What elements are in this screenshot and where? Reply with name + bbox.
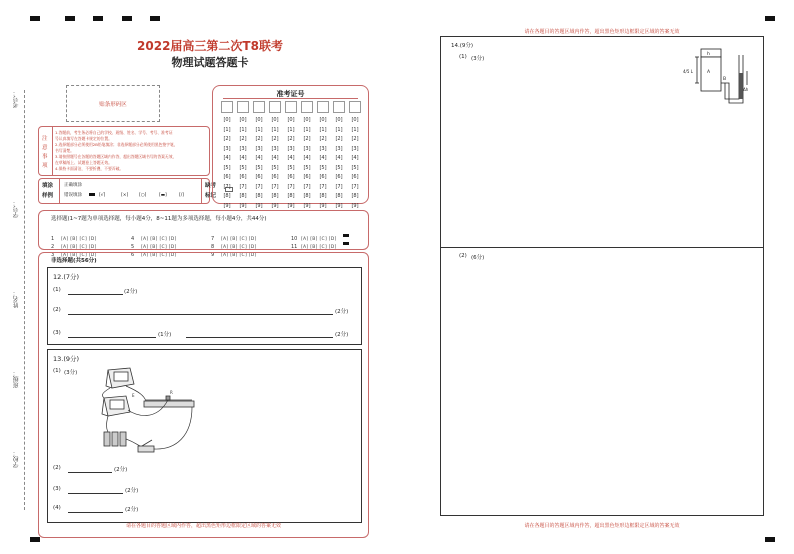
admission-digit-bubble[interactable]: [1] bbox=[351, 126, 359, 133]
admission-digit-bubble[interactable]: [9] bbox=[351, 202, 359, 209]
side-label-xuexiao: 学校： bbox=[13, 450, 20, 468]
notes-line: 4.保持卡面清洁，不要折叠，不要弄破。 bbox=[55, 166, 124, 171]
admission-title-underline bbox=[223, 98, 358, 99]
choice-question-number: 4 bbox=[131, 236, 135, 242]
admission-digit-bubble[interactable]: [0] bbox=[319, 117, 327, 123]
admission-digit-bubble[interactable]: [8] bbox=[239, 193, 247, 199]
q13-p3-line[interactable] bbox=[68, 493, 123, 494]
battery bbox=[104, 432, 126, 446]
binding-line bbox=[24, 90, 25, 510]
label-R: R bbox=[170, 390, 173, 395]
mercury-column bbox=[740, 73, 743, 99]
choice-options[interactable]: [A] [B] [C] [D] bbox=[61, 253, 97, 258]
admission-digit-bubble[interactable]: [9] bbox=[303, 202, 311, 209]
admission-digit-column bbox=[221, 116, 233, 211]
admission-digit-bubble[interactable]: [2] bbox=[271, 136, 279, 142]
fill-wrong-mark: [▬] bbox=[159, 193, 167, 198]
notes-line: 2.选择题部分必须使用2B铅笔填涂；非选择题部分必须使用黑色签字笔， bbox=[55, 142, 178, 147]
admission-digit-bubble[interactable]: [0] bbox=[335, 117, 343, 123]
nonchoice-section bbox=[38, 252, 369, 538]
q12-r3-num: (3) bbox=[53, 330, 61, 336]
registration-mark bbox=[150, 16, 160, 21]
meter-middle bbox=[102, 396, 130, 416]
choice-question-number: 8 bbox=[211, 244, 215, 250]
choice-options[interactable]: [A] [B] [C] [D] bbox=[61, 245, 97, 250]
q12-r2-score: (2分) bbox=[335, 309, 349, 315]
right-header: 请在各题目的答题区域内作答，超出黑色矩形边框限定区域的答案无效 bbox=[524, 29, 680, 35]
fill-wrong-mark: [○] bbox=[139, 193, 147, 198]
right-footer: 请在各题目的答题区域内作答，超出黑色矩形边框限定区域的答案无效 bbox=[524, 523, 680, 529]
choice-options[interactable]: [A] [B] [C] [D] bbox=[61, 237, 97, 242]
side-label-banji: 班级： bbox=[13, 370, 20, 388]
choice-options[interactable]: [A] [B] [C] [D] bbox=[221, 253, 257, 258]
admission-cell[interactable] bbox=[269, 101, 281, 113]
nonchoice-header: 非选择题(共56分) bbox=[51, 258, 97, 264]
admission-digit-bubble[interactable]: [2] bbox=[255, 136, 263, 142]
q12-r3-score-b: (2分) bbox=[335, 332, 349, 338]
fill-wrong-mark: [/] bbox=[179, 193, 185, 198]
admission-digit-bubble[interactable]: [1] bbox=[223, 126, 231, 133]
admission-digit-bubble[interactable]: [7] bbox=[303, 183, 311, 190]
admission-digit-bubble[interactable]: [2] bbox=[303, 136, 311, 142]
choice-question-number: 9 bbox=[211, 252, 215, 258]
admission-digit-column bbox=[333, 116, 345, 211]
admission-digit-bubble[interactable]: [0] bbox=[271, 117, 279, 123]
choice-options[interactable]: [A] [B] [C] [D] bbox=[301, 237, 337, 242]
q12-r3-score-a: (1分) bbox=[158, 332, 172, 338]
admission-digit-bubble[interactable]: [3] bbox=[271, 145, 279, 152]
admission-digit-bubble[interactable]: [0] bbox=[287, 117, 295, 123]
barcode-area bbox=[66, 85, 160, 122]
admission-digit-bubble[interactable]: [5] bbox=[303, 164, 311, 171]
admission-digit-bubble[interactable]: [8] bbox=[303, 193, 311, 199]
admission-digit-bubble[interactable]: [6] bbox=[335, 174, 343, 180]
admission-digit-bubble[interactable]: [1] bbox=[287, 126, 295, 133]
registration-mark bbox=[122, 16, 132, 21]
admission-digit-column bbox=[301, 116, 313, 211]
admission-cell[interactable] bbox=[237, 101, 249, 113]
label-A: A bbox=[707, 70, 711, 75]
admission-digit-column bbox=[349, 116, 361, 211]
admission-digit-bubble[interactable]: [9] bbox=[223, 202, 231, 209]
timing-mark bbox=[343, 242, 349, 245]
page-subtitle: 物理试题答题卡 bbox=[171, 56, 249, 69]
admission-digit-bubble[interactable]: [6] bbox=[287, 174, 295, 180]
choice-header: 选择题(1~7题为单项选择题，每小题4分，8~11题为多项选择题，每小题4分，共44分) bbox=[51, 216, 267, 222]
notes-line: 1.答题前，考生务必将自己的学校、班级、姓名、学号、考号、准考证 bbox=[55, 130, 173, 135]
fill-wrong-label: 错误填涂 bbox=[64, 193, 82, 198]
admission-digit-bubble[interactable]: [2] bbox=[319, 136, 327, 142]
rheostat bbox=[144, 396, 194, 407]
admission-digit-bubble[interactable]: [6] bbox=[223, 174, 231, 180]
fill-sample-divider bbox=[59, 179, 60, 203]
admission-digit-bubble[interactable]: [7] bbox=[255, 183, 263, 190]
choice-options[interactable]: [A] [B] [C] [D] bbox=[301, 245, 337, 250]
notes-line: 在草稿纸上、试题卷上答题无效。 bbox=[55, 160, 112, 165]
admission-digit-bubble[interactable]: [4] bbox=[351, 155, 359, 161]
fill-sample-divider-2 bbox=[201, 179, 202, 203]
choice-options[interactable]: [A] [B] [C] [D] bbox=[141, 237, 177, 242]
admission-digit-bubble[interactable]: [0] bbox=[303, 117, 311, 123]
choice-question-number: 5 bbox=[131, 244, 135, 250]
admission-digit-bubble[interactable]: [9] bbox=[287, 202, 295, 209]
side-label-xuehao: 学号： bbox=[13, 200, 20, 218]
choice-options[interactable]: [A] [B] [C] [D] bbox=[141, 253, 177, 258]
fill-sample-box bbox=[38, 178, 217, 204]
notes-line: 3.请按照题号在各题的答题区域内作答，超出答题区域书写的答案无效， bbox=[55, 154, 177, 159]
admission-digit-column bbox=[253, 116, 265, 211]
admission-digit-bubble[interactable]: [9] bbox=[335, 202, 343, 209]
choice-question-number: 7 bbox=[211, 236, 215, 242]
choice-question-number: 11 bbox=[291, 244, 298, 250]
admission-digit-bubble[interactable]: [1] bbox=[271, 126, 279, 133]
q13-p1-num: (1) bbox=[53, 368, 61, 374]
admission-digit-bubble[interactable]: [2] bbox=[223, 136, 231, 142]
choice-question-number: 2 bbox=[51, 244, 55, 250]
q13-p2-line[interactable] bbox=[68, 472, 112, 473]
notes-box bbox=[38, 126, 210, 176]
registration-mark bbox=[65, 16, 75, 21]
admission-box bbox=[212, 85, 369, 209]
admission-digit-bubble[interactable]: [3] bbox=[287, 145, 295, 152]
admission-digit-bubble[interactable]: [2] bbox=[335, 136, 343, 142]
q14-p1-num: (1) bbox=[459, 54, 467, 60]
admission-cell[interactable] bbox=[301, 101, 313, 113]
admission-cell[interactable] bbox=[253, 101, 265, 113]
label-B: B bbox=[723, 77, 727, 82]
fill-correct-label: 正确填涂 bbox=[64, 183, 82, 188]
admission-digit-bubble[interactable]: [4] bbox=[271, 155, 279, 161]
admission-digit-bubble[interactable]: [6] bbox=[303, 174, 311, 180]
q13-p1-score: (3分) bbox=[64, 370, 78, 376]
absent-label: 缺考标记 bbox=[205, 183, 217, 199]
admission-digit-bubble[interactable]: [2] bbox=[287, 136, 295, 142]
admission-digit-bubble[interactable]: [2] bbox=[239, 136, 247, 142]
notes-label: 注意事项 bbox=[42, 136, 48, 169]
admission-digit-column bbox=[317, 116, 329, 211]
admission-digit-bubble[interactable]: [1] bbox=[239, 126, 247, 133]
admission-digit-bubble[interactable]: [7] bbox=[335, 183, 343, 190]
admission-digit-bubble[interactable]: [6] bbox=[351, 174, 359, 180]
choice-question-number: 1 bbox=[51, 236, 55, 242]
admission-digit-column bbox=[285, 116, 297, 211]
choice-options[interactable]: [A] [B] [C] [D] bbox=[141, 245, 177, 250]
q13-p4-num: (4) bbox=[53, 505, 61, 511]
admission-title: 准考证号 bbox=[276, 90, 305, 98]
label-E: E bbox=[132, 393, 135, 398]
fill-correct-mark bbox=[89, 184, 95, 203]
admission-digit-bubble[interactable]: [3] bbox=[255, 145, 263, 152]
admission-digit-bubble[interactable]: [3] bbox=[223, 145, 231, 152]
admission-digit-bubble[interactable]: [1] bbox=[303, 126, 311, 133]
choice-section bbox=[38, 210, 369, 258]
admission-digit-bubble[interactable]: [0] bbox=[351, 117, 359, 123]
q12-r1-num: (1) bbox=[53, 287, 61, 293]
gas-tube-figure bbox=[681, 43, 753, 109]
admission-digit-bubble[interactable]: [4] bbox=[319, 155, 327, 161]
left-footer: 请在各题目的答题区域内作答，超出黑色矩形边框限定区域的答案无效 bbox=[125, 523, 281, 529]
admission-digit-bubble[interactable]: [9] bbox=[239, 202, 247, 209]
admission-digit-bubble[interactable]: [1] bbox=[255, 126, 263, 133]
choice-question-number: 3 bbox=[51, 252, 55, 258]
admission-digit-bubble[interactable]: [8] bbox=[271, 193, 279, 199]
admission-digit-bubble[interactable]: [6] bbox=[255, 174, 263, 180]
admission-cell[interactable] bbox=[349, 101, 361, 113]
admission-digit-bubble[interactable]: [5] bbox=[239, 164, 247, 171]
choice-options[interactable]: [A] [B] [C] [D] bbox=[221, 245, 257, 250]
page-title: 2022届高三第二次T8联考 bbox=[137, 39, 283, 53]
admission-digit-bubble[interactable]: [0] bbox=[239, 117, 247, 123]
admission-cell[interactable] bbox=[285, 101, 297, 113]
notes-line: 号认真填写在答题卡规定的位置。 bbox=[55, 136, 112, 141]
registration-mark bbox=[765, 16, 775, 21]
choice-question bbox=[291, 233, 349, 252]
admission-digit-bubble[interactable]: [5] bbox=[271, 164, 279, 171]
admission-digit-bubble[interactable]: [8] bbox=[223, 193, 231, 199]
admission-digit-bubble[interactable]: [3] bbox=[303, 145, 311, 152]
q12-r1-score: (2分) bbox=[124, 289, 138, 295]
admission-digit-bubble[interactable]: [7] bbox=[271, 183, 279, 190]
registration-mark bbox=[30, 537, 40, 542]
fill-wrong-mark: [×] bbox=[121, 193, 129, 198]
admission-digit-bubble[interactable]: [3] bbox=[335, 145, 343, 152]
admission-cell[interactable] bbox=[333, 101, 345, 113]
q12-r3-line-a[interactable] bbox=[68, 337, 156, 338]
q14-p2-num: (2) bbox=[459, 253, 467, 259]
admission-digit-bubble[interactable]: [4] bbox=[255, 155, 263, 161]
q12-r2-line[interactable] bbox=[68, 314, 333, 315]
admission-digit-bubble[interactable]: [6] bbox=[239, 174, 247, 180]
admission-cell[interactable] bbox=[317, 101, 329, 113]
registration-mark bbox=[765, 537, 775, 542]
q12-area bbox=[47, 267, 362, 345]
q13-area bbox=[47, 349, 362, 523]
q13-p3-score: (2分) bbox=[125, 488, 139, 494]
q14-p2-score: (6分) bbox=[471, 255, 485, 261]
q14-divider bbox=[441, 247, 763, 248]
admission-digit-bubble[interactable]: [3] bbox=[319, 145, 327, 152]
admission-digit-bubble[interactable]: [7] bbox=[223, 183, 231, 190]
admission-digit-bubble[interactable]: [3] bbox=[351, 145, 359, 152]
admission-digit-bubble[interactable]: [4] bbox=[287, 155, 295, 161]
right-answer-frame bbox=[440, 36, 764, 516]
admission-digit-bubble[interactable]: [7] bbox=[287, 183, 295, 190]
label-h: h bbox=[707, 52, 710, 57]
registration-mark bbox=[93, 16, 103, 21]
q14-title: 14.(9分) bbox=[451, 43, 474, 49]
label-frac: 4/5 L bbox=[683, 69, 693, 74]
choice-question-number: 6 bbox=[131, 252, 135, 258]
q13-p2-num: (2) bbox=[53, 465, 61, 471]
q12-r2-num: (2) bbox=[53, 307, 61, 313]
fill-sample-label: 填涂样例 bbox=[42, 183, 54, 199]
q13-p4-score: (2分) bbox=[125, 507, 139, 513]
admission-digit-bubble[interactable]: [3] bbox=[239, 145, 247, 152]
admission-digit-bubble[interactable]: [4] bbox=[303, 155, 311, 161]
circuit-diagram bbox=[96, 366, 216, 461]
admission-digit-bubble[interactable]: [7] bbox=[351, 183, 359, 190]
label-dh: Δh bbox=[743, 87, 749, 92]
admission-digit-bubble[interactable]: [7] bbox=[319, 183, 327, 190]
q12-r3-line-b[interactable] bbox=[186, 337, 333, 338]
q12-title: 12.(7分) bbox=[53, 273, 80, 281]
side-label-kaohao: 考号： bbox=[13, 90, 20, 108]
admission-digit-bubble[interactable]: [5] bbox=[335, 164, 343, 171]
admission-digit-bubble[interactable]: [8] bbox=[287, 193, 295, 199]
admission-digit-bubble[interactable]: [9] bbox=[319, 202, 327, 209]
admission-digit-bubble[interactable]: [4] bbox=[239, 155, 247, 161]
admission-digit-bubble[interactable]: [1] bbox=[319, 126, 327, 133]
choice-options[interactable]: [A] [B] [C] [D] bbox=[221, 237, 257, 242]
registration-mark bbox=[30, 16, 40, 21]
admission-digit-column bbox=[269, 116, 281, 211]
admission-digit-bubble[interactable]: [6] bbox=[271, 174, 279, 180]
admission-digit-bubble[interactable]: [1] bbox=[335, 126, 343, 133]
admission-digit-bubble[interactable]: [5] bbox=[287, 164, 295, 171]
notes-line: 书写清楚。 bbox=[55, 148, 74, 153]
admission-cell[interactable] bbox=[221, 101, 233, 113]
admission-digit-bubble[interactable]: [9] bbox=[271, 202, 279, 209]
admission-digit-bubble[interactable]: [8] bbox=[335, 193, 343, 199]
admission-digit-bubble[interactable]: [8] bbox=[319, 193, 327, 199]
admission-digit-bubble[interactable]: [7] bbox=[239, 183, 247, 190]
admission-digit-bubble[interactable]: [5] bbox=[223, 164, 231, 171]
switch bbox=[138, 440, 154, 452]
admission-digit-bubble[interactable]: [5] bbox=[351, 164, 359, 171]
q13-p4-line[interactable] bbox=[68, 512, 123, 513]
admission-digit-bubble[interactable]: [5] bbox=[255, 164, 263, 171]
q12-r1-line[interactable] bbox=[68, 294, 123, 295]
q13-title: 13.(9分) bbox=[53, 355, 80, 363]
admission-digit-column bbox=[237, 116, 249, 211]
choice-question-number: 10 bbox=[291, 236, 298, 242]
admission-digit-bubble[interactable]: [0] bbox=[255, 117, 263, 123]
barcode-label: 贴条形码区 bbox=[99, 101, 127, 108]
admission-digit-bubble[interactable]: [5] bbox=[319, 164, 327, 171]
q13-p3-num: (3) bbox=[53, 486, 61, 492]
admission-digit-bubble[interactable]: [2] bbox=[351, 136, 359, 142]
admission-digit-bubble[interactable]: [9] bbox=[255, 202, 263, 209]
q14-p1-score: (3分) bbox=[471, 56, 485, 62]
admission-digit-bubble[interactable]: [4] bbox=[223, 155, 231, 161]
admission-digit-bubble[interactable]: [8] bbox=[255, 193, 263, 199]
fill-wrong-mark: [√] bbox=[99, 193, 106, 198]
q13-p2-score: (2分) bbox=[114, 467, 128, 473]
notes-divider bbox=[52, 127, 53, 175]
side-label-xingming: 姓名： bbox=[13, 290, 20, 308]
admission-digit-bubble[interactable]: [0] bbox=[223, 117, 231, 123]
admission-digit-bubble[interactable]: [4] bbox=[335, 155, 343, 161]
notes-text bbox=[55, 130, 209, 172]
meter-top bbox=[106, 368, 134, 388]
admission-digit-bubble[interactable]: [6] bbox=[319, 174, 327, 180]
admission-digit-bubble[interactable]: [8] bbox=[351, 193, 359, 199]
